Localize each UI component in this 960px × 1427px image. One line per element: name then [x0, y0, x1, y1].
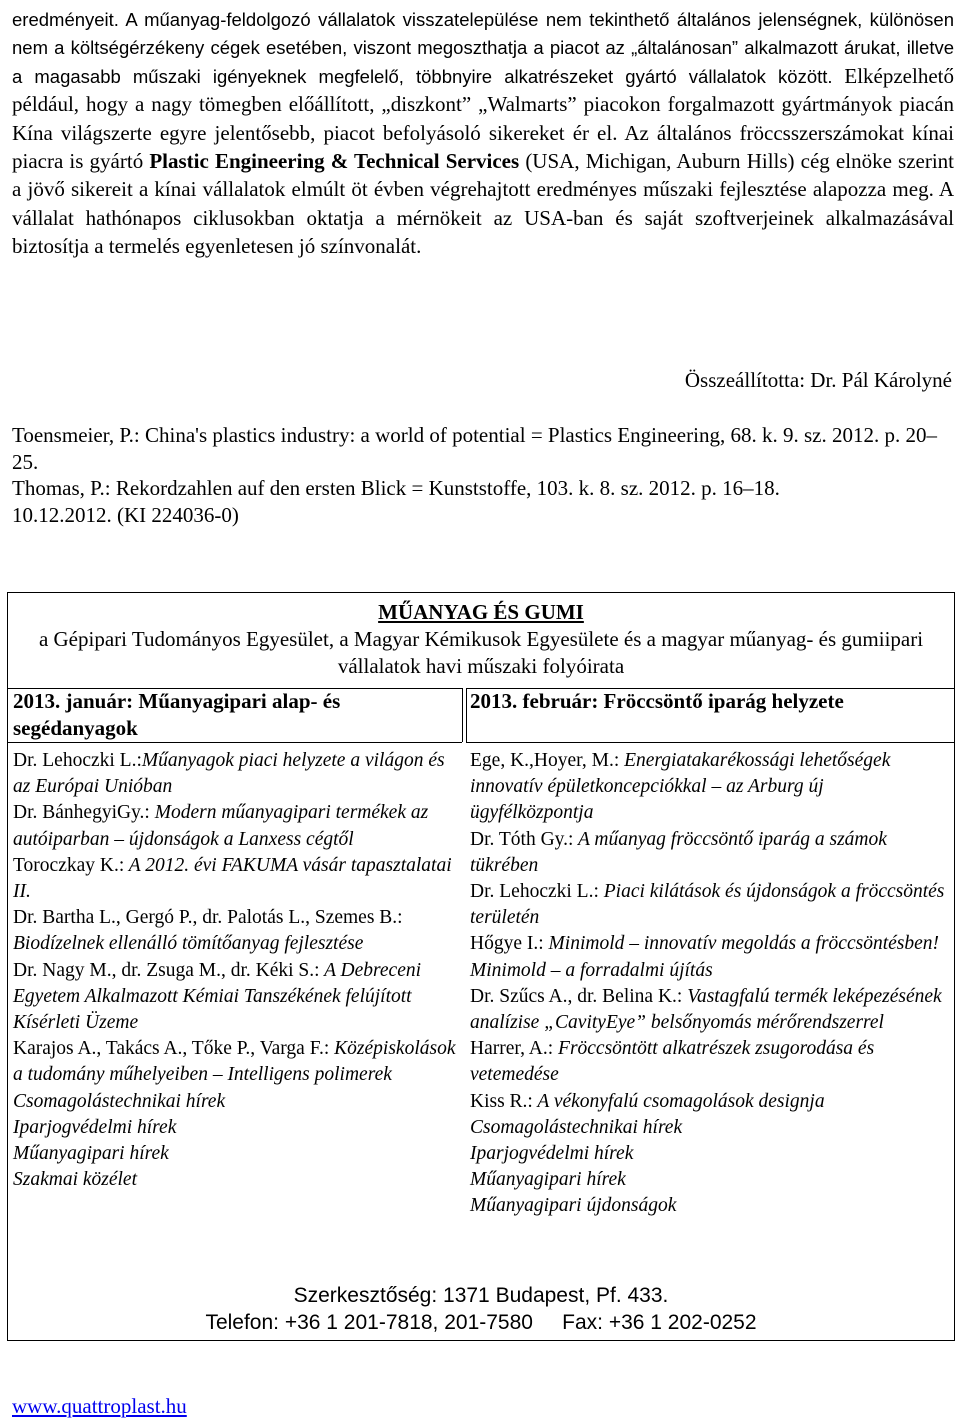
toc-title: Szakmai közélet — [13, 1169, 138, 1191]
toc-list — [13, 748, 458, 1193]
toc-item — [470, 1036, 950, 1088]
toc-title: Biodízelnek ellenálló tömítőanyag fejlesztése — [13, 933, 364, 955]
magazine-box — [7, 592, 955, 1341]
toc-item — [13, 1089, 458, 1115]
toc-title: Vastagfalú termék leképezésének analízise „CavityEye” belsőnyomás mérőrendszerrel — [470, 985, 942, 1034]
compiler-credit: Összeállította: Dr. Pál Károlyné — [684, 368, 952, 392]
toc-item — [470, 931, 950, 983]
toc-title: Fröccsöntött alkatrészek zsugorodása és vetemedése — [470, 1038, 875, 1086]
toc-list — [470, 748, 950, 1220]
toc-item — [470, 1167, 950, 1193]
toc-title: Műanyagipari hírek — [13, 1143, 169, 1165]
issue-column-january — [13, 688, 458, 1193]
editorial-phone: Telefon: +36 1 201-7818, 201-7580 Fax: +36 1 202-0252 — [205, 1311, 757, 1334]
toc-item — [470, 1115, 950, 1141]
toc-title: Középiskolások a tudomány műhelyeiben – Intelligens polimerek — [13, 1038, 456, 1086]
paragraph-part-3: (USA, Michigan, Auburn Hills) cég elnöke szerint a jövő sikereit a kínai vállalatok elmúlt öt évben végrehajtott eredményes műszaki fejlesztése alapozza meg. A vállalat hathónapos ciklusokban oktatja a mérnökeit az USA-ban és saját szoftverjeinek alkalmazásával biztosítja a termelés egyenletesen jó színvonalát. — [12, 149, 955, 259]
paragraph-part-2: Elképzelhető például, hogy a nagy tömegben előállított, „diszkont” „Walmarts” piacokon forgalmazott gyártmányok piacán Kína világszerte egyre jelentősebb, piacot befolyásoló sikereket ér el. Az általános fröccsszerszámokat kínai piacra is gyártó — [12, 63, 954, 174]
column-divider — [462, 688, 463, 742]
toc-author: Dr. Lehoczki L.: — [470, 881, 599, 903]
reference-item: Toensmeier, P.: China's plastics industry: a world of potential = Plastics Engineering, 68. k. 9. sz. 2012. p. 20–25. — [12, 423, 937, 474]
toc-item — [470, 1141, 950, 1167]
article-text — [12, 6, 954, 262]
issue-column-february — [470, 688, 950, 1220]
toc-item — [13, 1115, 458, 1141]
reference-item: 10.12.2012. (KI 224036-0) — [12, 502, 239, 527]
toc-title: Energiatakarékossági lehetőségek innovatív épületkoncepciókkal – az Arburg új ügyfélközpontja — [470, 750, 891, 824]
toc-item — [13, 800, 458, 852]
toc-item — [13, 1167, 458, 1193]
toc-author: Harrer, A.: — [470, 1038, 554, 1060]
toc-author: Toroczkay K.: — [13, 854, 125, 876]
toc-title: Modern műanyagipari termékek az autóiparban – újdonságok a Lanxess cégtől — [13, 802, 429, 850]
toc-item — [470, 1089, 950, 1115]
toc-author: Dr. Tóth Gy.: — [470, 828, 574, 850]
toc-title: Műanyagipari hírek — [470, 1169, 626, 1191]
toc-title: Piaci kilátások és újdonságok a fröccsöntés területén — [470, 881, 945, 929]
toc-title: Iparjogvédelmi hírek — [470, 1143, 634, 1165]
toc-title: A Debreceni Egyetem Alkalmazott Kémiai Tanszékének felújított Kísérleti Üzeme — [13, 959, 422, 1034]
editorial-address: Szerkesztőség: 1371 Budapest, Pf. 433. — [293, 1284, 669, 1307]
toc-item — [470, 984, 950, 1036]
issue-heading: 2013. február: Fröccsöntő iparág helyzete — [470, 689, 844, 713]
toc-title: A vékonyfalú csomagolások designja — [532, 1090, 825, 1112]
toc-title: A 2012. évi FAKUMA vásár tapasztalatai II. — [13, 854, 452, 903]
toc-item — [470, 879, 950, 931]
website-link[interactable]: www.quattroplast.hu — [12, 1394, 187, 1418]
toc-author: Dr. Bartha L., Gergó P., dr. Palotás L., Szemes B.: — [13, 907, 403, 929]
toc-item — [13, 853, 458, 905]
company-name: Plastic Engineering & Technical Services — [149, 149, 520, 174]
toc-title: A műanyag fröccsöntő iparág a számok tükrében — [470, 828, 887, 876]
toc-item — [470, 827, 950, 879]
toc-title: Minimold – innovatív megoldás a fröccsöntésben! Minimold – a forradalmi újítás — [470, 933, 940, 981]
references — [12, 422, 954, 528]
toc-author: Kiss R.: — [470, 1090, 533, 1112]
toc-author: Ege, K.,Hoyer, M.: — [470, 750, 620, 771]
toc-item — [470, 1193, 950, 1219]
toc-author: Dr. Nagy M., dr. Zsuga M., dr. Kéki S.: — [13, 959, 320, 981]
toc-author: Dr. Lehoczki L.: — [13, 750, 142, 771]
toc-item — [13, 1036, 458, 1088]
toc-title: Műanyagok piaci helyzete a világon és az Európai Unióban — [13, 750, 445, 798]
column-divider — [466, 688, 467, 742]
toc-author: Dr. Szűcs A., dr. Belina K.: — [470, 985, 683, 1007]
toc-author: Hőgye I.: — [470, 933, 544, 955]
toc-author: Karajos A., Takács A., Tőke P., Varga F.: — [13, 1038, 330, 1060]
toc-title: Iparjogvédelmi hírek — [13, 1116, 177, 1138]
toc-item — [13, 748, 458, 800]
toc-item — [13, 958, 458, 1037]
magazine-title: MŰANYAG ÉS GUMI — [378, 600, 584, 624]
reference-item: Thomas, P.: Rekordzahlen auf den ersten Blick = Kunststoffe, 103. k. 8. sz. 2012. p. 16–18. — [12, 476, 780, 500]
paragraph-part-1: eredményeit. A műanyag-feldolgozó vállalatok visszatelepülése nem tekinthető általános jelenségnek, különösen nem a költségérzékeny cégek esetében, viszont megoszthatja a piacot az „általánosan” alkalmazott árukat, illetve a magasabb műszaki igényeknek megfelelő, többnyire alkatrészeket gyártó vállalatok között. — [12, 9, 954, 87]
toc-item — [13, 905, 458, 957]
magazine-subtitle: a Gépipari Tudományos Egyesület, a Magyar Kémikusok Egyesülete és a magyar műanyag- és gumiipari vállalatok havi műszaki folyóirata — [38, 627, 924, 678]
toc-title: Műanyagipari újdonságok — [470, 1195, 677, 1217]
toc-title: Csomagolástechnikai hírek — [470, 1116, 683, 1138]
toc-item — [470, 748, 950, 827]
toc-author: Dr. BánhegyiGy.: — [13, 802, 150, 824]
editorial-contacts — [8, 1282, 954, 1336]
toc-item — [13, 1141, 458, 1167]
toc-title: Csomagolástechnikai hírek — [13, 1090, 226, 1112]
issue-heading: 2013. január: Műanyagipari alap- és segédanyagok — [13, 689, 341, 740]
